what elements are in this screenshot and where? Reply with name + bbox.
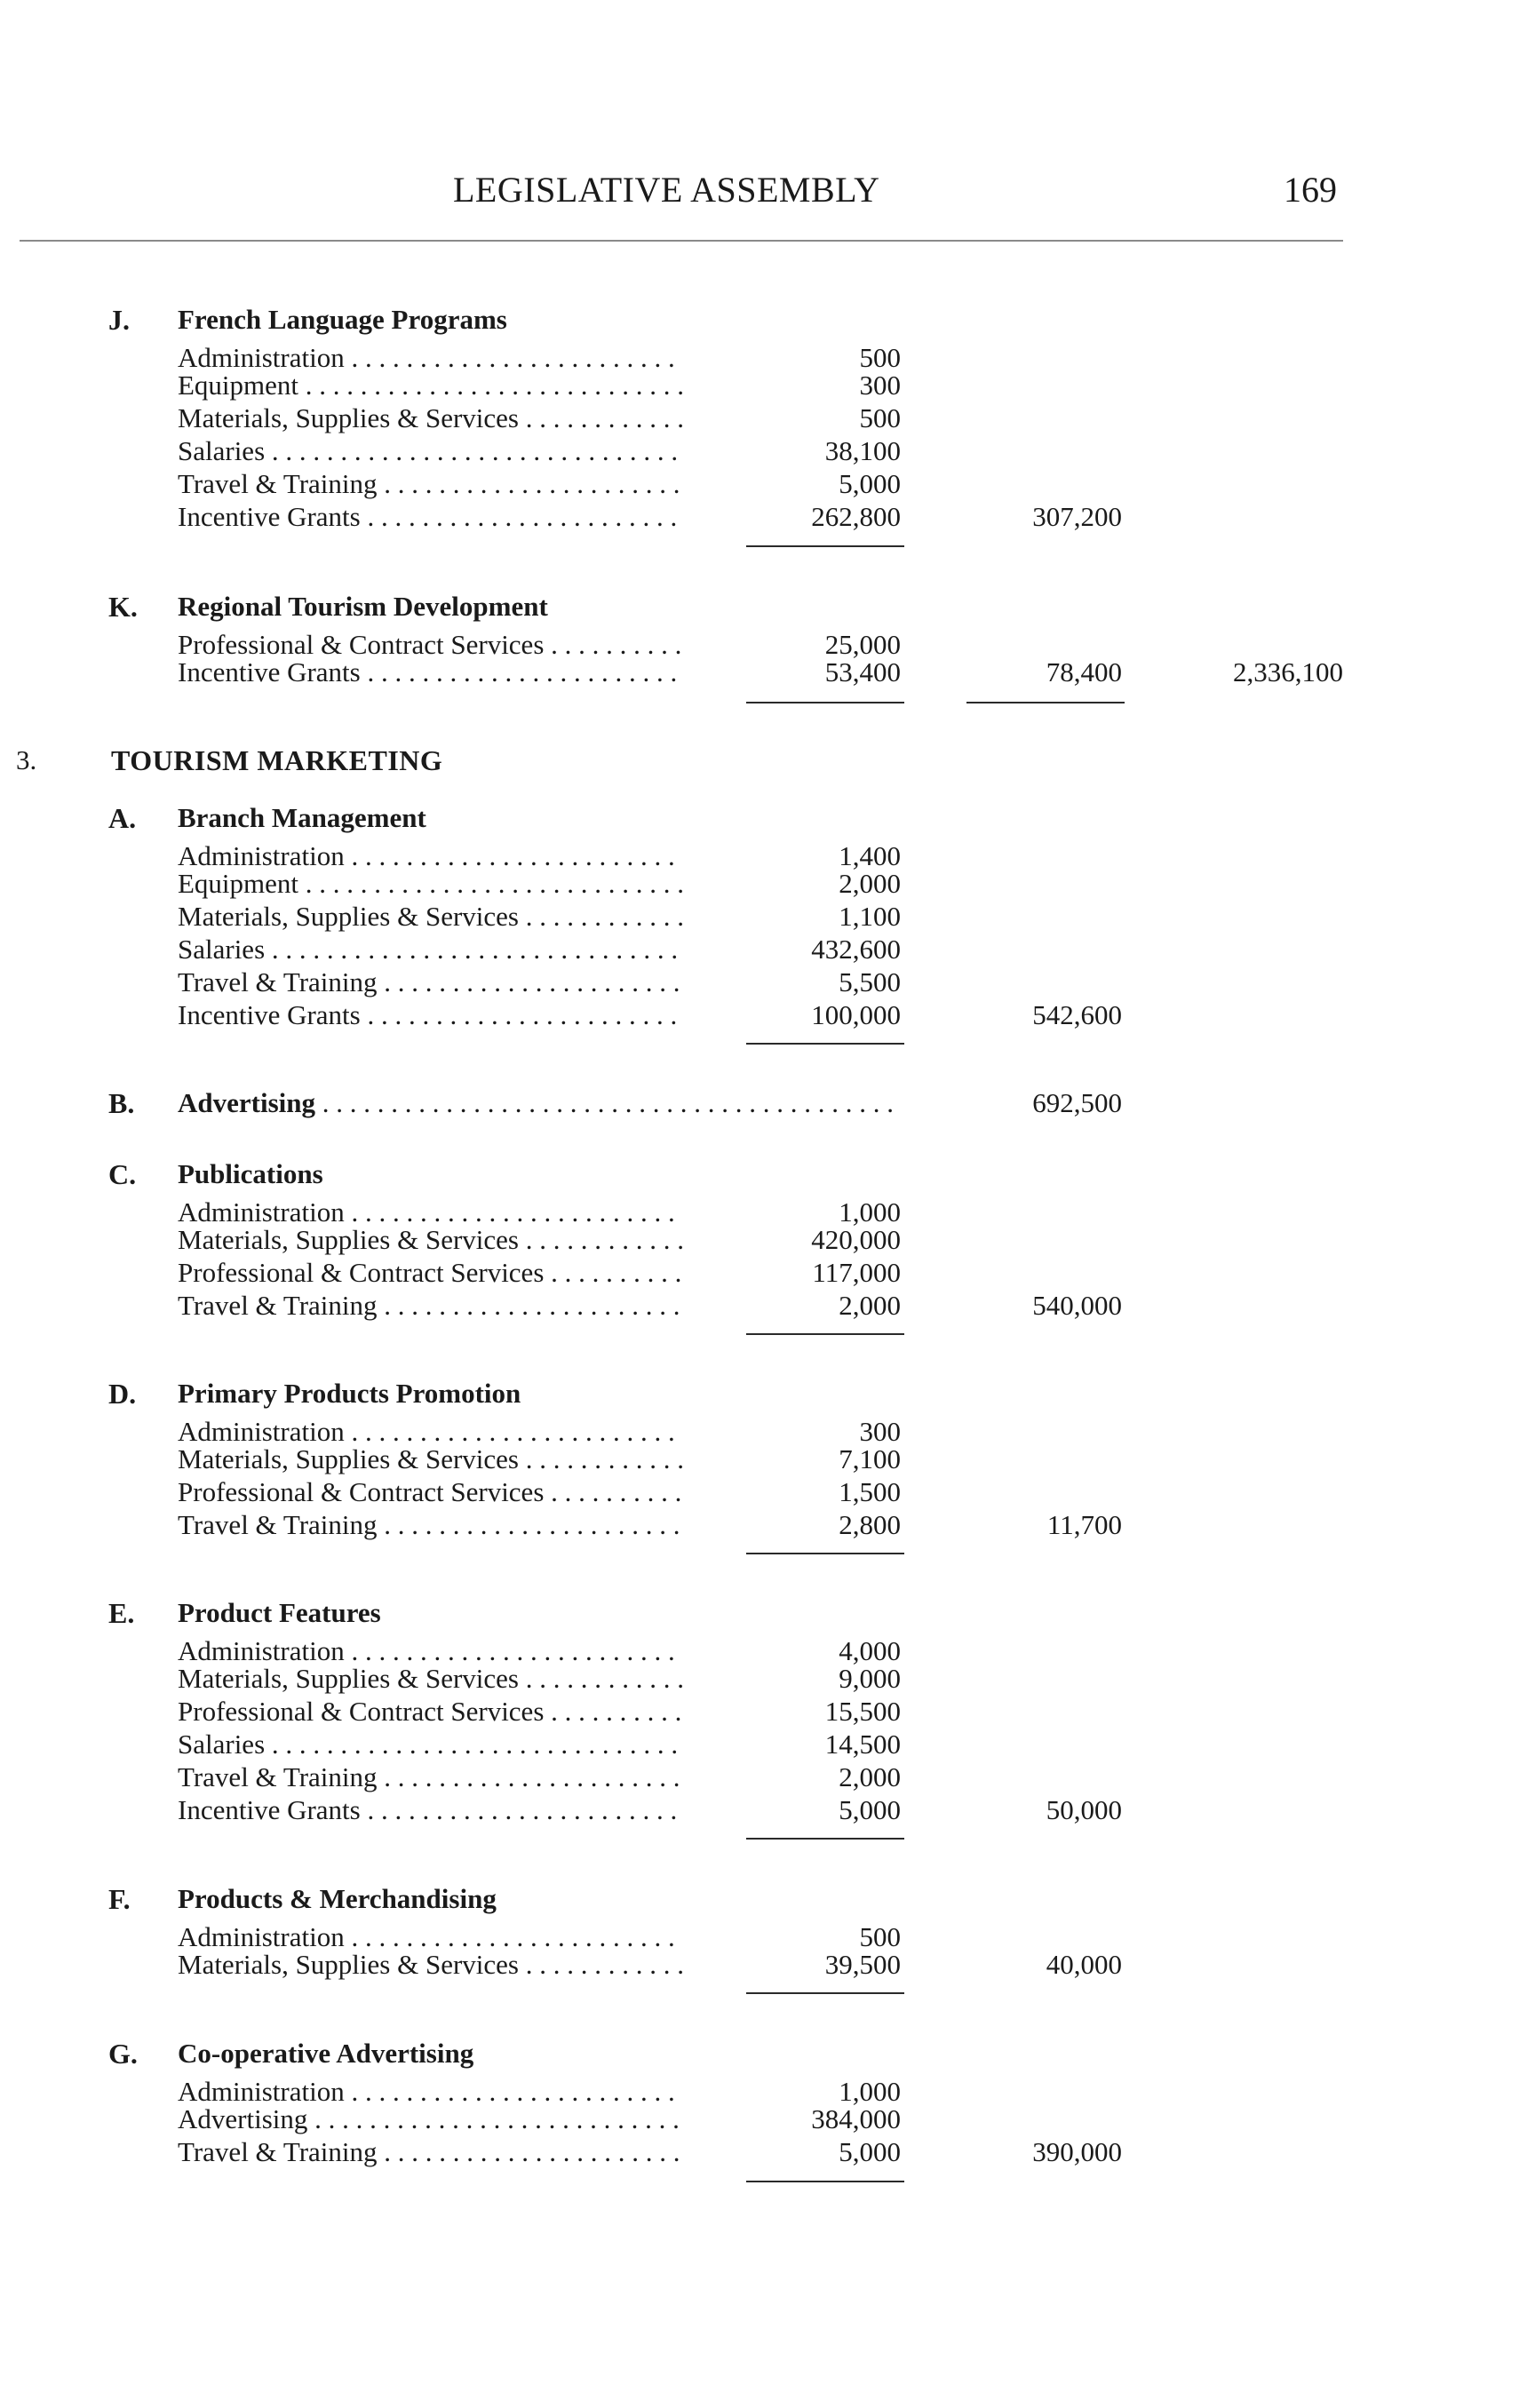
column-underline [746,1553,904,1554]
line-item-label: Travel & Training . . . [178,1290,682,1322]
column-underline [746,2181,904,2182]
line-item-label: Materials, Supplies & Services . . . [178,1224,682,1256]
line-item [0,966,1527,999]
column-underline [746,702,904,703]
page-title: LEGISLATIVE ASSEMBLY [453,170,880,210]
section-heading [0,802,1527,835]
section-title: Advertising . . . [178,1087,902,1119]
line-item-label: Administration . . . [178,2076,682,2108]
line-item-label: Professional & Contract Services . . . [178,1476,682,1508]
line-item-value: 25,000 [824,629,901,660]
subtotal-value: 540,000 [1032,1290,1122,1321]
line-item-label: Travel & Training . . . [178,1761,682,1793]
line-item-value: 1,500 [839,1476,901,1507]
line-item-value: 7,100 [839,1443,901,1474]
marketing-f [0,1883,1527,1982]
section-heading [0,1158,1527,1191]
line-item [0,868,1527,901]
subtotal-value: 307,200 [1032,501,1122,532]
line-item [0,1290,1527,1323]
line-item-label: Salaries . . . [178,435,682,467]
section-name: TOURISM MARKETING [111,744,443,776]
line-item-label: Professional & Contract Services . . . [178,629,682,661]
line-item [0,2136,1527,2169]
line-item-value: 2,800 [839,1509,901,1540]
line-item [0,1663,1527,1696]
line-item-value: 53,400 [824,656,901,687]
line-item-label: Travel & Training . . . [178,966,682,998]
line-item-label: Incentive Grants . . . [178,1794,682,1826]
section-heading [0,591,1527,624]
line-item-value: 117,000 [812,1257,901,1288]
section-title: Primary Products Promotion [178,1378,521,1409]
line-item [0,1696,1527,1729]
line-item [0,934,1527,966]
grand-total-value: 2,336,100 [1233,656,1343,687]
column-underline [746,1992,904,1994]
line-item-value: 300 [859,1416,901,1447]
line-item-label: Travel & Training . . . [178,1509,682,1541]
line-item [0,1257,1527,1290]
line-item-label: Professional & Contract Services . . . [178,1696,682,1728]
line-item-value: 262,800 [811,501,901,532]
line-item [0,999,1527,1032]
column-underline [746,1043,904,1045]
line-item [0,656,1527,689]
line-item-value: 15,500 [824,1696,901,1727]
section-title: Co-operative Advertising [178,2038,474,2069]
line-item [0,1509,1527,1542]
line-item-value: 5,500 [839,966,901,997]
line-item-value: 432,600 [811,934,901,965]
section-letter: A. [108,802,137,834]
line-item-label: Administration . . . [178,342,682,374]
subtotal-value: 11,700 [1046,1509,1122,1540]
line-item [0,468,1527,501]
marketing-c [0,1158,1527,1323]
line-item-value: 2,000 [839,1290,901,1321]
line-item-value: 2,000 [839,1761,901,1792]
line-item-label: Materials, Supplies & Services . . . [178,402,682,434]
line-item-label: Administration . . . [178,1416,682,1448]
section-letter: J. [108,304,130,336]
page-number: 169 [1284,170,1337,210]
line-item-label: Professional & Contract Services . . . [178,1257,682,1289]
line-item-value: 500 [859,342,901,373]
marketing-a [0,802,1527,1032]
line-item-value: 1,100 [839,901,901,932]
line-item-label: Incentive Grants . . . [178,999,682,1031]
line-item-value: 14,500 [824,1729,901,1760]
section-heading [0,1087,1527,1120]
section-letter: G. [108,2038,138,2070]
line-item-label: Materials, Supplies & Services . . . [178,901,682,933]
section-letter: C. [108,1158,137,1190]
line-item-value: 5,000 [839,2136,901,2167]
section-letter: E. [108,1597,135,1629]
section-heading-row [0,744,1527,777]
section-number: 3. [16,744,37,775]
section-letter: D. [108,1378,137,1410]
line-item [0,402,1527,435]
line-item [0,370,1527,402]
line-item-label: Materials, Supplies & Services . . . [178,1663,682,1695]
line-item-label: Salaries . . . [178,934,682,966]
marketing-b [0,1087,1527,1120]
line-item-value: 1,400 [839,840,901,871]
line-item-label: Materials, Supplies & Services . . . [178,1949,682,1981]
line-item-value: 2,000 [839,868,901,899]
section-title: Publications [178,1158,323,1189]
section-heading [0,1883,1527,1916]
line-item [0,1729,1527,1761]
marketing-d [0,1378,1527,1542]
section-heading [0,1378,1527,1411]
line-item-label: Administration . . . [178,1635,682,1667]
line-item-label: Incentive Grants . . . [178,501,682,533]
section-j [0,304,1527,534]
line-item-label: Administration . . . [178,1196,682,1228]
line-item [0,901,1527,934]
line-item-label: Equipment . . . [178,370,682,401]
section-title: Products & Merchandising [178,1883,497,1914]
line-item-label: Equipment . . . [178,868,682,900]
line-item-value: 420,000 [811,1224,901,1255]
line-item-value: 1,000 [839,1196,901,1228]
subtotal-underline [966,702,1125,703]
section-3-heading [0,744,1527,777]
line-item-label: Administration . . . [178,840,682,872]
line-item-value: 300 [859,370,901,401]
line-item-value: 500 [859,402,901,433]
section-heading [0,2038,1527,2070]
subtotal-value: 40,000 [1046,1949,1122,1980]
marketing-e [0,1597,1527,1827]
section-title: Regional Tourism Development [178,591,548,622]
line-item-value: 5,000 [839,1794,901,1825]
subtotal-value: 50,000 [1046,1794,1122,1825]
section-letter: F. [108,1883,131,1915]
line-item-value: 4,000 [839,1635,901,1666]
line-item [0,1761,1527,1794]
column-underline [746,545,904,547]
section-heading [0,1597,1527,1630]
line-item [0,1949,1527,1982]
subtotal-value: 542,600 [1032,999,1122,1030]
section-letter: B. [108,1087,135,1119]
line-item [0,1794,1527,1827]
line-item [0,501,1527,534]
section-heading [0,304,1527,337]
section-k [0,591,1527,689]
section-title: French Language Programs [178,304,507,335]
section-title: Product Features [178,1597,381,1628]
column-underline [746,1333,904,1335]
line-item-label: Administration . . . [178,1921,682,1953]
line-item [0,1224,1527,1257]
section-title: Branch Management [178,802,426,833]
line-item-value: 500 [859,1921,901,1952]
line-item-value: 1,000 [839,2076,901,2107]
line-item-value: 100,000 [811,999,901,1030]
column-underline [746,1838,904,1840]
line-item-label: Salaries . . . [178,1729,682,1760]
subtotal-value: 390,000 [1032,2136,1122,2167]
line-item [0,435,1527,468]
line-item-label: Incentive Grants . . . [178,656,682,688]
line-item-value: 384,000 [811,2103,901,2134]
subtotal-value: 78,400 [1046,656,1122,687]
line-item-label: Materials, Supplies & Services . . . [178,1443,682,1475]
subtotal-value: 692,500 [1032,1087,1122,1118]
line-item-label: Travel & Training . . . [178,468,682,500]
line-item-value: 39,500 [824,1949,901,1980]
line-item [0,2103,1527,2136]
line-item-value: 5,000 [839,468,901,499]
marketing-g [0,2038,1527,2169]
line-item [0,1443,1527,1476]
line-item-label: Advertising . . . [178,2103,682,2135]
line-item-value: 9,000 [839,1663,901,1694]
section-letter: K. [108,591,138,623]
line-item [0,1476,1527,1509]
line-item-value: 38,100 [824,435,901,466]
line-item-label: Travel & Training . . . [178,2136,682,2168]
